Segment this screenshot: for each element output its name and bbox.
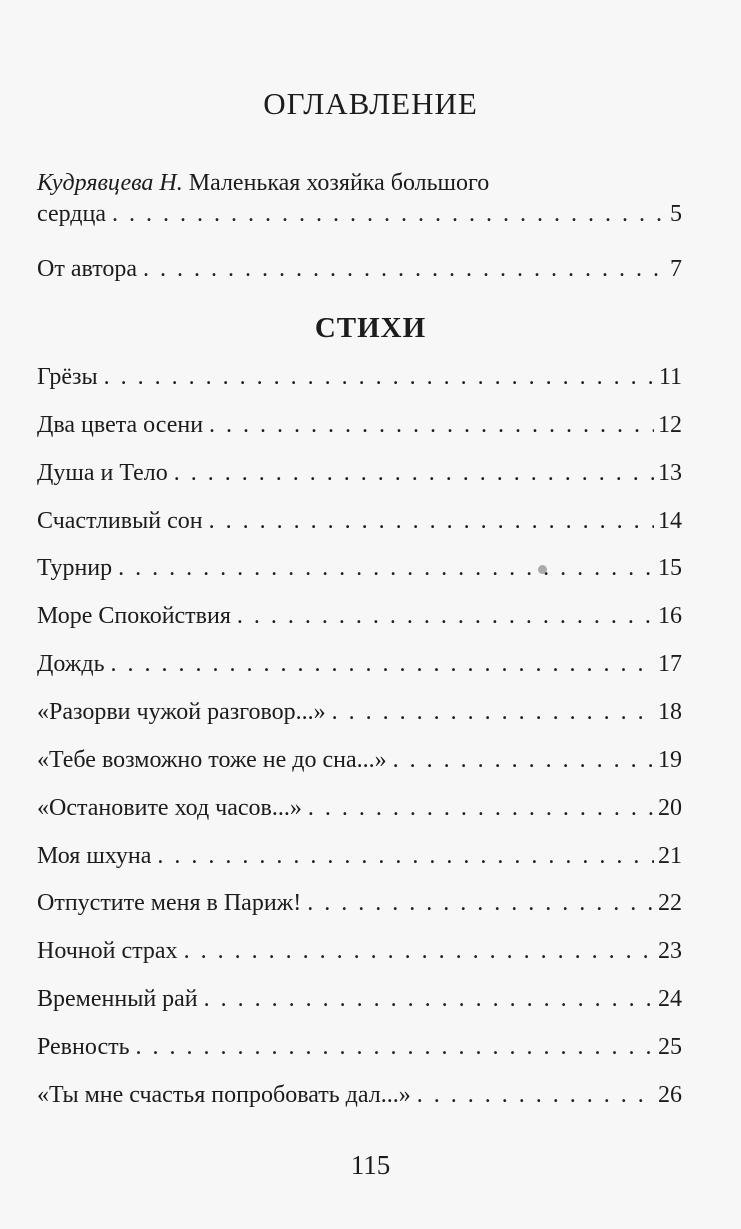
toc-entry-page-number: 11 [658,364,682,390]
toc-entry [37,649,682,679]
author-note-title: От автора [37,256,138,282]
leader-dots [393,745,654,775]
toc-entry [37,841,682,871]
toc-entry [37,506,682,536]
author-note-entry [37,254,682,284]
intro-title-line2: сердца [37,201,106,227]
toc-entry-page-number: 19 [658,746,682,773]
leader-dots [143,254,666,284]
toc-entry-title: «Ты мне счастья попробовать дал...» [37,1081,411,1108]
toc-entry-title: Дождь [37,651,105,678]
toc-entry [37,793,682,823]
toc-entry-page-number: 12 [658,411,682,438]
leader-dots [111,649,654,679]
toc-entry [37,458,682,488]
intro-title-line1: Маленькая хозяйка большого [188,170,490,196]
leader-dots [174,458,654,488]
intro-entry [37,199,682,229]
leader-dots [307,888,654,918]
leader-dots [417,1080,654,1110]
toc-entry-title: Море Спокойствия [37,603,231,630]
leader-dots [308,793,654,823]
toc-entry [37,745,682,775]
leader-dots [157,841,654,871]
leader-dots [237,601,654,631]
leader-dots [104,362,655,392]
intro-entry-line1 [37,168,682,198]
print-smudge [538,565,547,574]
contents-heading: ОГЛАВЛЕНИЕ [263,86,478,121]
toc-entry-page-number: 16 [658,603,682,630]
toc-entry-page-number: 17 [658,651,682,678]
leader-dots [204,984,654,1014]
toc-entry-page-number: 26 [658,1081,682,1108]
toc-entry-title: Отпустите меня в Париж! [37,890,302,917]
toc-entry-page-number: 22 [658,890,682,917]
leader-dots [332,697,654,727]
toc-entry-title: Моя шхуна [37,842,152,869]
toc-entry [37,984,682,1014]
toc-entry-page-number: 23 [658,938,682,965]
toc-entry-page-number: 14 [658,507,682,534]
toc-entry-title: Грёзы [37,364,98,390]
toc-entry-page-number: 15 [658,555,682,582]
toc-entry-page-number: 25 [658,1033,682,1060]
leader-dots [136,1032,654,1062]
leader-dots [112,199,666,229]
intro-author: Кудрявцева Н. [37,170,183,196]
toc-entry [37,888,682,918]
toc-entry-page-number: 24 [658,986,682,1013]
toc-entry-page-number: 18 [658,698,682,725]
toc-entry-title: «Остановите ход часов...» [37,794,302,821]
toc-entry-title: Турнир [37,555,113,582]
toc-entry [37,1080,682,1110]
toc-entry-title: Два цвета осени [37,411,204,438]
toc-entry [37,362,682,392]
leader-dots [184,936,654,966]
author-note-page-number: 7 [670,256,682,282]
toc-entry [37,936,682,966]
toc-entry [37,410,682,440]
section-heading: СТИХИ [314,312,427,344]
leader-dots [209,506,654,536]
toc-entry-title: Ревность [37,1033,130,1060]
toc-entry [37,697,682,727]
toc-entry-page-number: 20 [658,794,682,821]
toc-entry-page-number: 21 [658,842,682,869]
toc-entry-title: Ночной страх [37,938,178,965]
toc-entry [37,601,682,631]
toc-entry-title: Временный рай [37,986,198,1013]
leader-dots [118,553,654,583]
intro-page-number: 5 [670,201,682,227]
page-number: 115 [350,1150,391,1180]
toc-entry-title: «Разорви чужой разговор...» [37,698,326,725]
toc-entry-title: Душа и Тело [37,459,168,486]
toc-entry [37,1032,682,1062]
toc-entry-page-number: 13 [658,459,682,486]
toc-entry [37,553,682,583]
leader-dots [209,410,654,440]
toc-entry-title: Счастливый сон [37,507,203,534]
toc-entry-title: «Тебе возможно тоже не до сна...» [37,746,387,773]
